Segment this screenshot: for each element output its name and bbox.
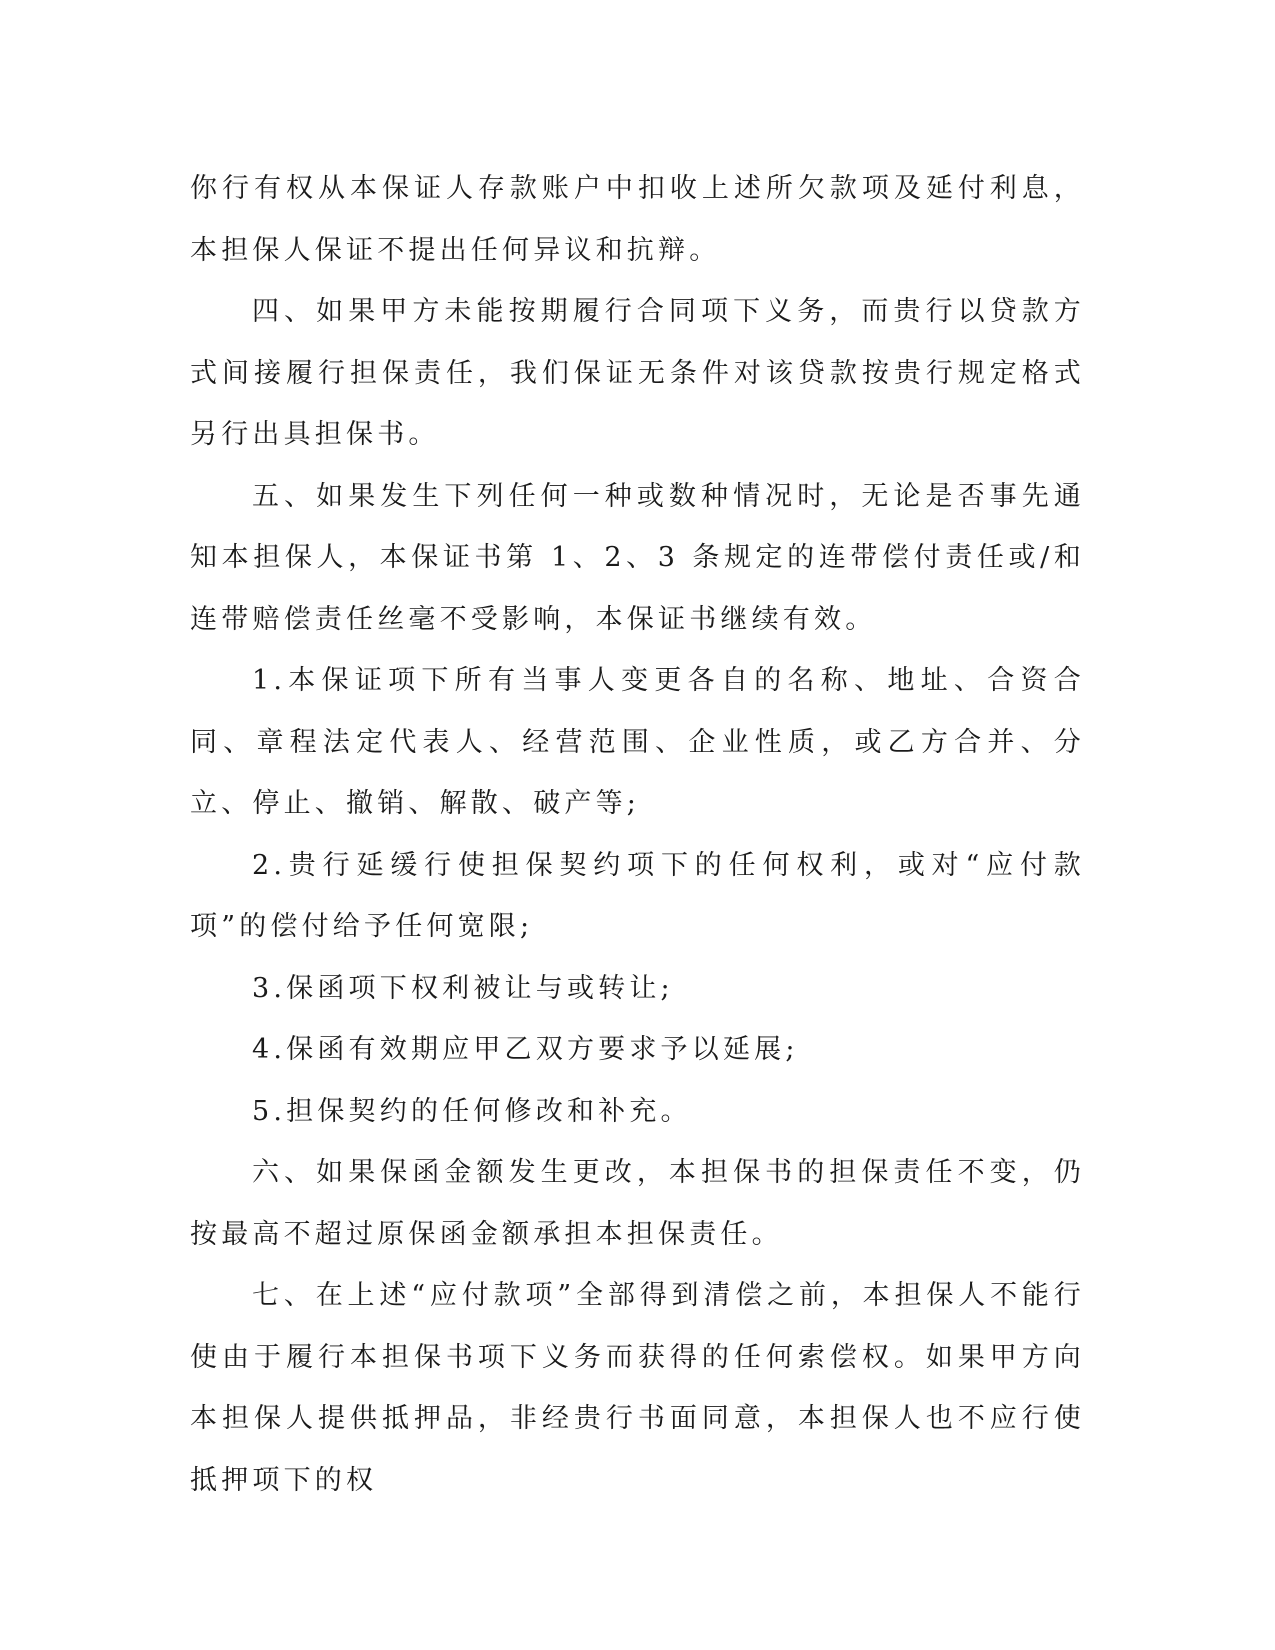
paragraph-item-3: 3.保函项下权利被让与或转让; bbox=[252, 972, 674, 1004]
paragraph-clause-6: 六、如果保函金额发生更改，本担保书的担保责任不变，仍按最高不超过原保函金额承担本担保责任。 bbox=[190, 1157, 1085, 1250]
paragraph-clause-4: 四、如果甲方未能按期履行合同项下义务，而贵行以贷款方式间接履行担保责任，我们保证无条件对该贷款按贵行规定格式另行出具担保书。 bbox=[190, 296, 1085, 450]
paragraph-item-2: 2.贵行延缓行使担保契约项下的任何权利，或对“应付款项”的偿付给予任何宽限; bbox=[190, 849, 1085, 942]
document-body bbox=[190, 158, 1085, 1511]
paragraph-item-1: 1.本保证项下所有当事人变更各自的名称、地址、合资合同、章程法定代表人、经营范围、企业性质，或乙方合并、分立、停止、撤销、解散、破产等; bbox=[190, 665, 1085, 819]
paragraph-item-4: 4.保函有效期应甲乙双方要求予以延展; bbox=[252, 1034, 799, 1065]
paragraph-item-5: 5.担保契约的任何修改和补充。 bbox=[252, 1095, 692, 1127]
paragraph-clause-5: 五、如果发生下列任何一种或数种情况时，无论是否事先通知本担保人，本保证书第 1、2、3 条规定的连带偿付责任或/和连带赔偿责任丝毫不受影响，本保证书继续有效。 bbox=[190, 480, 1085, 635]
paragraph-deduction-right: 你行有权从本保证人存款账户中扣收上述所欠款项及延付利息，本担保人保证不提出任何异议和抗辩。 bbox=[190, 173, 1085, 266]
paragraph-clause-7: 七、在上述“应付款项”全部得到清偿之前，本担保人不能行使由于履行本担保书项下义务而获得的任何索偿权。如果甲方向本担保人提供抵押品，非经贵行书面同意，本担保人也不应行使抵押项下的权 bbox=[190, 1280, 1085, 1496]
